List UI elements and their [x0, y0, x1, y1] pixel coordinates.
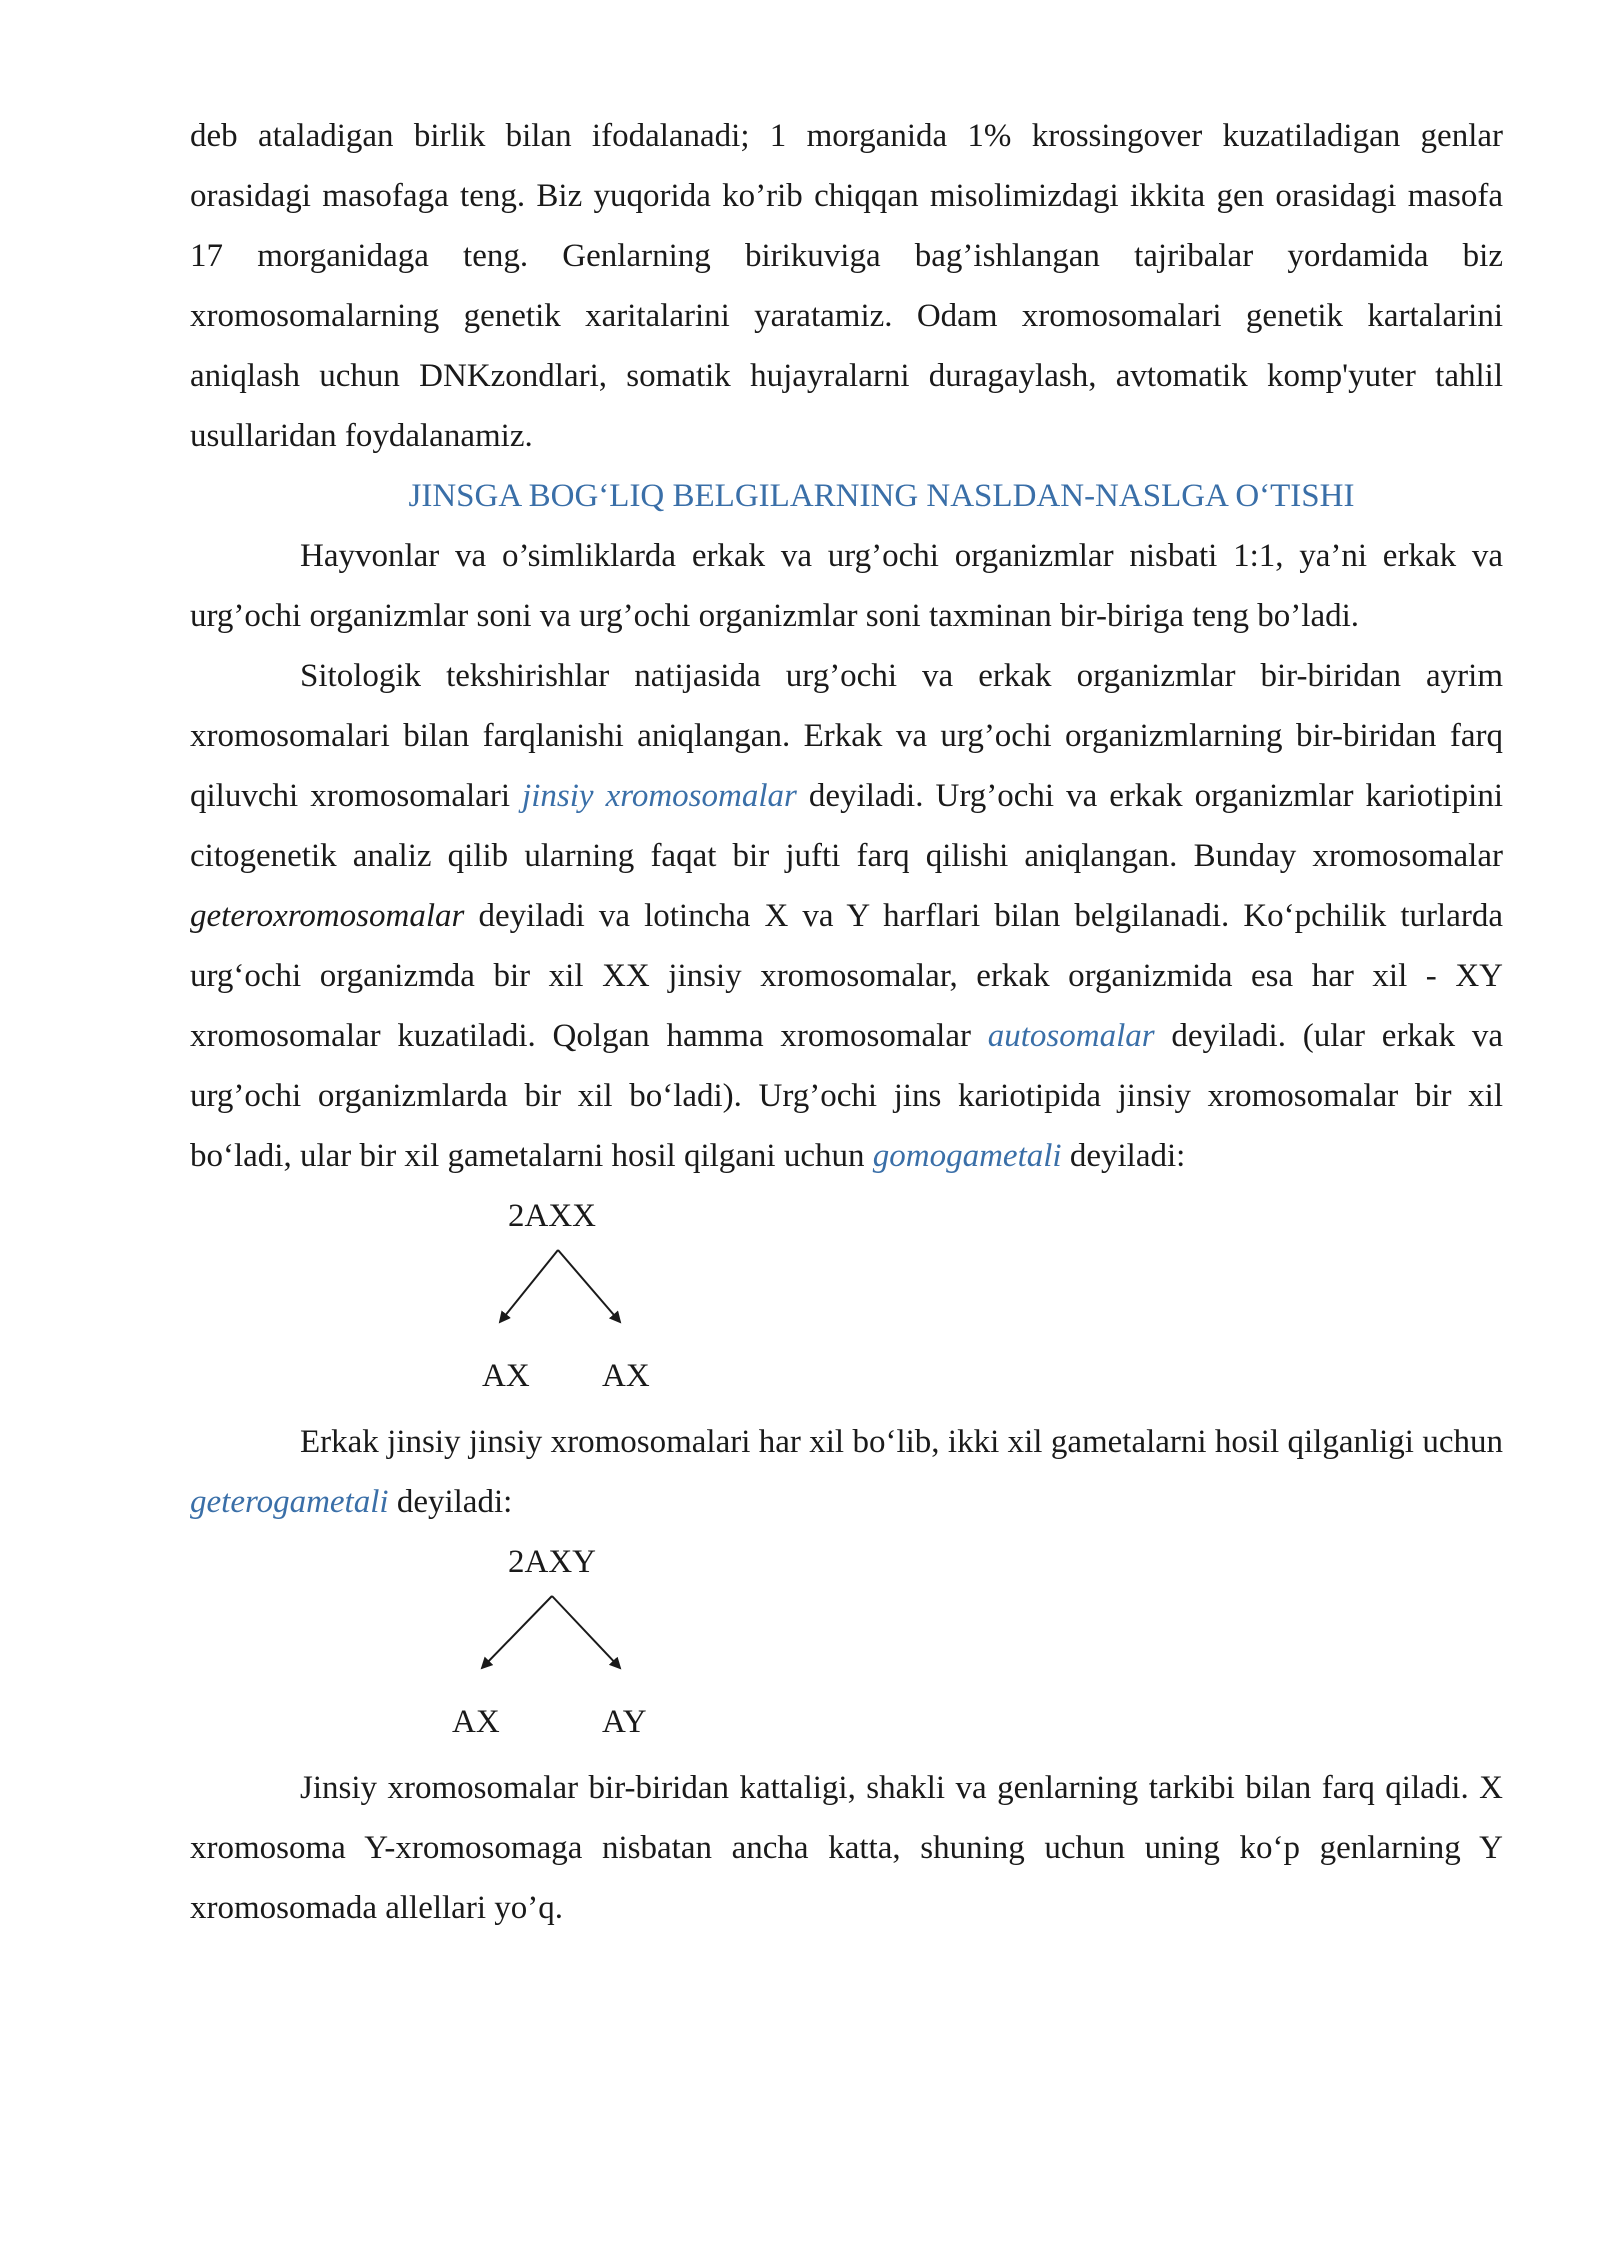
arrow-right: [558, 1250, 620, 1322]
paragraph-genetic-maps: deb ataladigan birlik bilan ifodalanadi; 1 morganida 1% krossingover kuzatiladigan genlar orasidagi masofaga teng. Biz yuqorida ko’rib chiqqan misolimizdagi ikkita gen orasidagi masofa 17 morganidaga teng. Genlarning birikuviga bag’ishlangan tajribalar yordamida biz xromosomalarning genetik xaritalarini yaratamiz. Odam xromosomalari genetik kartalarini aniqlash uchun DNKzondlari, somatik hujayralarni duragaylash, avtomatik komp'yuter tahlil usullaridan foydalanamiz.: [190, 118, 1503, 454]
paragraph-size-difference: Jinsiy xromosomalar bir-biridan kattaligi, shakli va genlarning tarkibi bilan farq qiladi. X xromosoma Y-xromosomaga nisbatan ancha katta, shuning uchun uning ko‘p genlarning Y xromosomada allellari yo’q.: [190, 1770, 1503, 1926]
gamete-diagram-homogametic: [190, 1186, 1503, 1394]
section-heading: JINSGA BOG‘LIQ BELGILARNING NASLDAN-NASLGA O‘TISHI: [408, 478, 1355, 514]
text-segment: deyiladi va lotincha X va Y harflari bilan belgilanadi. Ko‘pchilik turlarda urg‘ochi organizmda bir xil XX jinsiy xromosomalar, erkak organizmida esa har xil - XY xromosomalar kuzatiladi. Qolgan hamma xromosomalar: [190, 898, 1503, 1054]
term-gomogametali: gomogametali: [872, 1138, 1062, 1174]
document-page: [190, 106, 1503, 1938]
paragraph-sex-chromosomes: [190, 646, 1503, 1186]
diagram-arrows: [470, 1592, 630, 1682]
arrow-left: [500, 1250, 558, 1322]
arrow-right: [552, 1596, 620, 1668]
text-segment: deyiladi:: [388, 1484, 513, 1520]
diagram-gamete-left: AX: [452, 1704, 500, 1740]
text-segment: deyiladi:: [1061, 1138, 1186, 1174]
diagram-gamete-right: AY: [602, 1704, 647, 1740]
term-jinsiy-xromosomalar: jinsiy xromosomalar: [522, 778, 797, 814]
diagram-gamete-right: AX: [602, 1358, 650, 1394]
term-geteroxromosomalar: geteroxromosomalar: [190, 898, 465, 934]
diagram-gamete-left: AX: [482, 1358, 530, 1394]
term-geterogametali: geterogametali: [190, 1484, 389, 1520]
diagram-parent-label: 2AXX: [508, 1198, 596, 1234]
diagram-parent-label: 2AXY: [508, 1544, 596, 1580]
paragraph-heterogametic: [190, 1412, 1503, 1532]
term-autosomalar: autosomalar: [987, 1018, 1155, 1054]
gamete-diagram-heterogametic: [190, 1532, 1503, 1740]
text-segment: Erkak jinsiy jinsiy xromosomalari har xil bo‘lib, ikki xil gametalarni hosil qilganligi uchun: [300, 1424, 1503, 1460]
paragraph-sex-ratio: Hayvonlar va o’simliklarda erkak va urg’ochi organizmlar nisbati 1:1, ya’ni erkak va urg’ochi organizmlar soni va urg’ochi organizmlar soni taxminan bir-biriga teng bo’ladi.: [190, 538, 1503, 634]
diagram-arrows: [490, 1246, 630, 1336]
text-segment: deyiladi. Urg’ochi va erkak organizmlar kariotipini citogenetik analiz qilib ularning faqat bir jufti farq qilishi aniqlangan. Bunday xromosomalar: [190, 778, 1503, 874]
text-segment: deyiladi. (ular erkak va urg’ochi organizmlarda bir xil bo‘ladi). Urg’ochi jins kariotipida jinsiy xromosomalar bir xil bo‘ladi, ular bir xil gametalarni hosil qilgani uchun: [190, 1018, 1503, 1174]
text-segment: Sitologik tekshirishlar natijasida urg’ochi va erkak organizmlar bir-biridan ayrim xromosomalari bilan farqlanishi aniqlangan. Erkak va urg’ochi organizmlarning bir-biridan farq qiluvchi xromosomalari: [190, 658, 1503, 814]
arrow-left: [482, 1596, 552, 1668]
